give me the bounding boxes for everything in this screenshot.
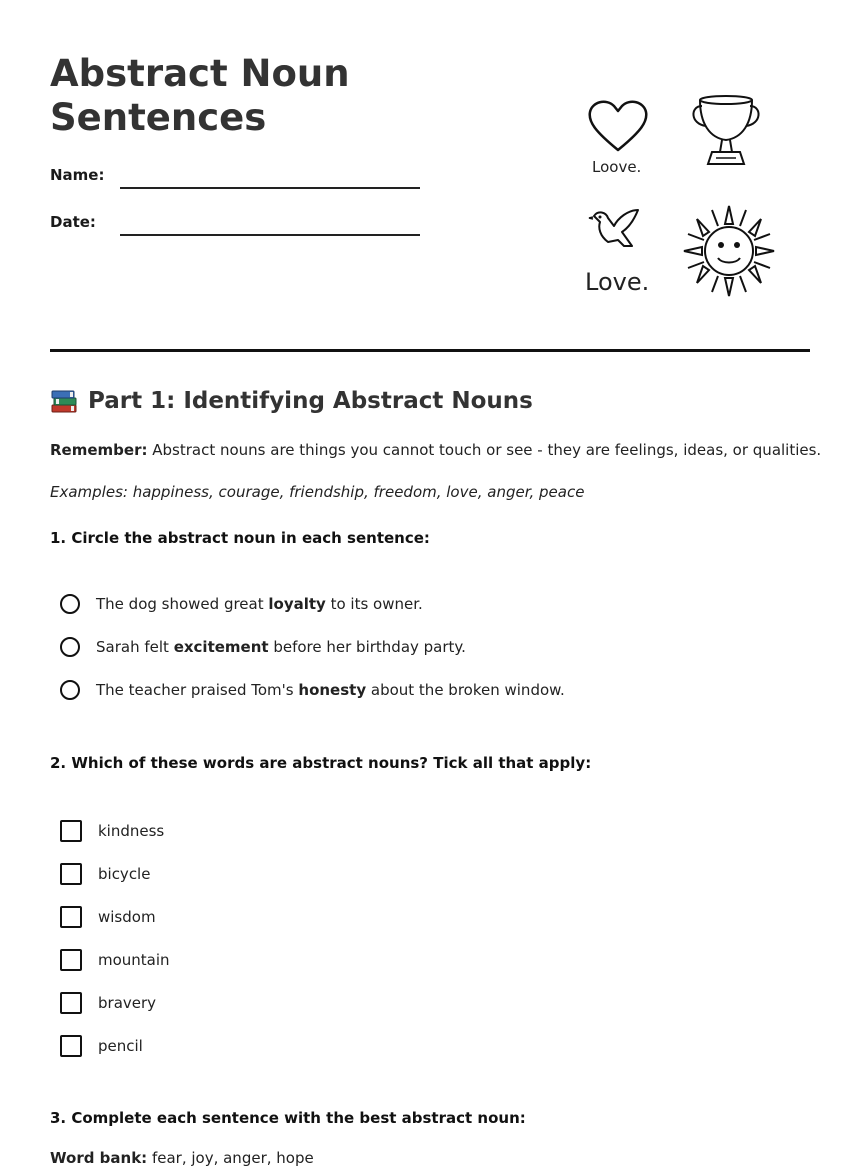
title-line-2: Sentences <box>50 96 267 139</box>
q1-option-3[interactable] <box>60 680 565 700</box>
part1-heading <box>50 388 533 414</box>
trophy-icon <box>690 94 762 170</box>
q1-bold-word: loyalty <box>268 595 326 613</box>
q1-option-1[interactable] <box>60 594 423 614</box>
question-2-prompt: 2. Which of these words are abstract nouns? Tick all that apply: <box>50 754 592 772</box>
heart-icon <box>586 98 650 154</box>
q2-option-pencil[interactable] <box>60 1035 143 1057</box>
q1-text-after: about the broken window. <box>366 681 565 699</box>
checkbox[interactable] <box>60 992 82 1014</box>
q2-option-bravery[interactable] <box>60 992 156 1014</box>
q2-option-label: kindness <box>98 822 165 840</box>
q1-text-after: before her birthday party. <box>268 638 466 656</box>
name-field[interactable] <box>120 187 420 189</box>
books-icon <box>50 388 78 414</box>
q2-option-label: wisdom <box>98 908 156 926</box>
remember-text: Abstract nouns are things you cannot touch or see - they are feelings, ideas, or qualities. <box>147 441 822 459</box>
question-3-prompt: 3. Complete each sentence with the best abstract noun: <box>50 1109 526 1127</box>
q1-text-after: to its owner. <box>325 595 423 613</box>
heart-caption: Loove. <box>592 158 642 176</box>
q1-option-3-text <box>96 681 565 699</box>
remember-label: Remember: <box>50 441 148 459</box>
q2-option-label: bicycle <box>98 865 151 883</box>
q1-option-2-text <box>96 638 466 656</box>
q1-text-before: The dog showed great <box>96 595 269 613</box>
title-line-1: Abstract Noun <box>50 52 350 95</box>
date-label: Date: <box>50 213 96 231</box>
word-bank-label: Word bank: <box>50 1149 148 1167</box>
worksheet-title <box>50 52 350 140</box>
radio-circle[interactable] <box>60 680 80 700</box>
q1-text-before: Sarah felt <box>96 638 174 656</box>
checkbox[interactable] <box>60 1035 82 1057</box>
q2-option-label: bravery <box>98 994 157 1012</box>
dove-caption: Love. <box>585 268 650 296</box>
checkbox[interactable] <box>60 863 82 885</box>
remember-paragraph <box>50 441 821 459</box>
q1-option-2[interactable] <box>60 637 466 657</box>
checkbox[interactable] <box>60 949 82 971</box>
q2-option-bicycle[interactable] <box>60 863 150 885</box>
examples-text: Examples: happiness, courage, friendship, freedom, love, anger, peace <box>50 483 585 501</box>
question-1-prompt: 1. Circle the abstract noun in each sentence: <box>50 529 430 547</box>
q2-option-wisdom[interactable] <box>60 906 156 928</box>
q2-option-label: pencil <box>98 1037 143 1055</box>
q2-option-label: mountain <box>98 951 170 969</box>
part1-heading-text: Part 1: Identifying Abstract Nouns <box>88 388 533 414</box>
sun-icon <box>682 204 776 298</box>
name-label: Name: <box>50 166 105 184</box>
dove-icon <box>588 206 644 252</box>
q1-bold-word: excitement <box>173 638 269 656</box>
word-bank <box>50 1149 314 1167</box>
q1-bold-word: honesty <box>298 681 367 699</box>
q2-option-kindness[interactable] <box>60 820 164 842</box>
q2-option-mountain[interactable] <box>60 949 170 971</box>
header-divider <box>50 349 810 352</box>
checkbox[interactable] <box>60 820 82 842</box>
q1-option-1-text <box>96 595 423 613</box>
q1-text-before: The teacher praised Tom's <box>96 681 299 699</box>
word-bank-words: fear, joy, anger, hope <box>147 1149 314 1167</box>
radio-circle[interactable] <box>60 637 80 657</box>
radio-circle[interactable] <box>60 594 80 614</box>
date-field[interactable] <box>120 234 420 236</box>
checkbox[interactable] <box>60 906 82 928</box>
